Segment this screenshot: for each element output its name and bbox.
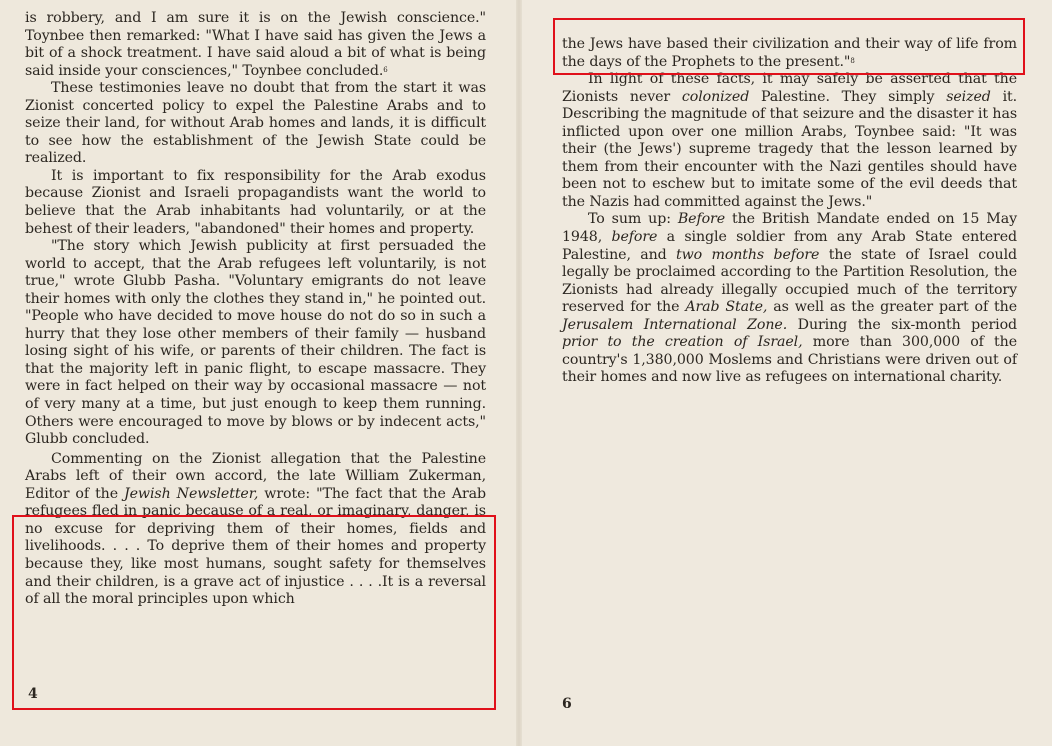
italic-text: before — [611, 229, 658, 246]
italic-text: Arab State, — [685, 299, 768, 316]
text-run: a single soldier from any Arab State entered Palestine, and — [562, 229, 1017, 263]
text-run: To sum up: — [588, 211, 678, 228]
text-run: the Jews have based their civilization and their way of life from the days of the Prophets to the present." — [562, 36, 1017, 70]
highlight-box-right — [553, 18, 1025, 75]
highlight-box-left — [12, 515, 496, 710]
italic-text: Before — [677, 211, 726, 228]
text-run: more than 300,000 of the country's 1,380,000 Moslems and Christians were driven out of their homes and now live as refugees on international charity. — [562, 334, 1017, 386]
text-run: as well as the greater part of the — [767, 299, 1017, 316]
italic-text: Jerusalem International Zone. — [562, 316, 788, 333]
paragraph-p3 — [25, 168, 486, 238]
text-run: These testimonies leave no doubt that from the start it was Zionist concerted policy to expel the Palestine Arabs and to seize their land, for without Arab homes and lands, it is difficult to see how the establishment of the Jewish State could be realized. — [25, 80, 486, 167]
paragraph-q3 — [562, 211, 1017, 386]
paragraph-q2 — [562, 71, 1017, 211]
text-run: "The story which Jewish publicity at first persuaded the world to accept, that the Arab refugees left voluntarily, is not true," wrote Glubb Pasha. "Voluntary emigrants do not leave their homes with only the clothes they stand in," he pointed out. "People who have decided to move house do not do so in such a hurry that they lose other members of their family — husband losing sight of his wife, or parents of their children. The fact is that the majority left in panic flight, to escape massacre. They were in fact helped on their way by occasional massacre — not of very many at a time, but just enough to keep them running. Others were encouraged to move by blows or by indecent acts," Glubb concluded. — [25, 238, 486, 448]
paragraph-p2 — [25, 80, 486, 168]
book-gutter — [516, 0, 522, 746]
italic-text: two months before — [676, 246, 820, 263]
text-run: is robbery, and I am sure it is on the Jewish conscience." Toynbee then remarked: "What I have said has given the Jews a bit of a shock treatment. I have said aloud a bit of what is being said inside your consciences," Toynbee concluded. — [25, 10, 486, 79]
italic-text: colonized — [681, 88, 750, 105]
text-run: the British Mandate ended on 15 May 1948, — [562, 211, 1017, 246]
italic-text: prior to the creation of Israel, — [562, 334, 803, 351]
paragraph-p4 — [25, 238, 486, 449]
text-run: During the six-month period — [787, 316, 1017, 333]
right-page-number: 6 — [562, 696, 572, 712]
text-run: the state of Israel could legally be proclaimed according to the Partition Resolution, the Zionists had already illegally occupied much of the territory reserved for the — [562, 246, 1017, 316]
text-run: It is important to fix responsibility for the Arab exodus because Zionist and Israeli propagandists want the world to believe that the Arab inhabitants had voluntarily, or at the behest of their leaders, "abandoned" their homes and property. — [25, 167, 486, 237]
italic-text: seized — [946, 88, 991, 105]
right-page-text — [562, 36, 1017, 387]
text-run: Palestine. They simply — [749, 88, 947, 105]
footnote-marker: 6 — [383, 65, 388, 74]
footnote-marker: 8 — [850, 56, 855, 65]
text-run: it. Describing the magnitude of that seizure and the disaster it has inflicted upon over one million Arabs, Toynbee said: "It was their (the Jews') supreme tragedy that the lesson learned by them from their encounter with the Nazi gentiles should have been not to eschew but to imitate some of the evil deeds that the Nazis had committed against the Jews." — [562, 88, 1018, 210]
text-run: wrote: "The fact that the Arab refugees fled in panic because of a real, or imaginary, danger, is no excuse for depriving them of their homes, fields and livelihoods. . . . To deprive them of their homes and property because they, like most humans, sought safety for themselves and their children, is a grave act of injustice . . . .It is a reversal of all the moral principles upon which — [25, 485, 486, 608]
paragraph-p1 — [25, 10, 486, 80]
text-run: In light of these facts, it may safely be asserted that the Zionists never — [562, 71, 1017, 105]
text-run: Commenting on the Zionist allegation that the Palestine Arabs left of their own accord, the late William Zukerman, Editor of the — [25, 450, 486, 502]
italic-text: Jewish Newsletter, — [124, 485, 259, 502]
left-page-number: 4 — [28, 686, 38, 702]
